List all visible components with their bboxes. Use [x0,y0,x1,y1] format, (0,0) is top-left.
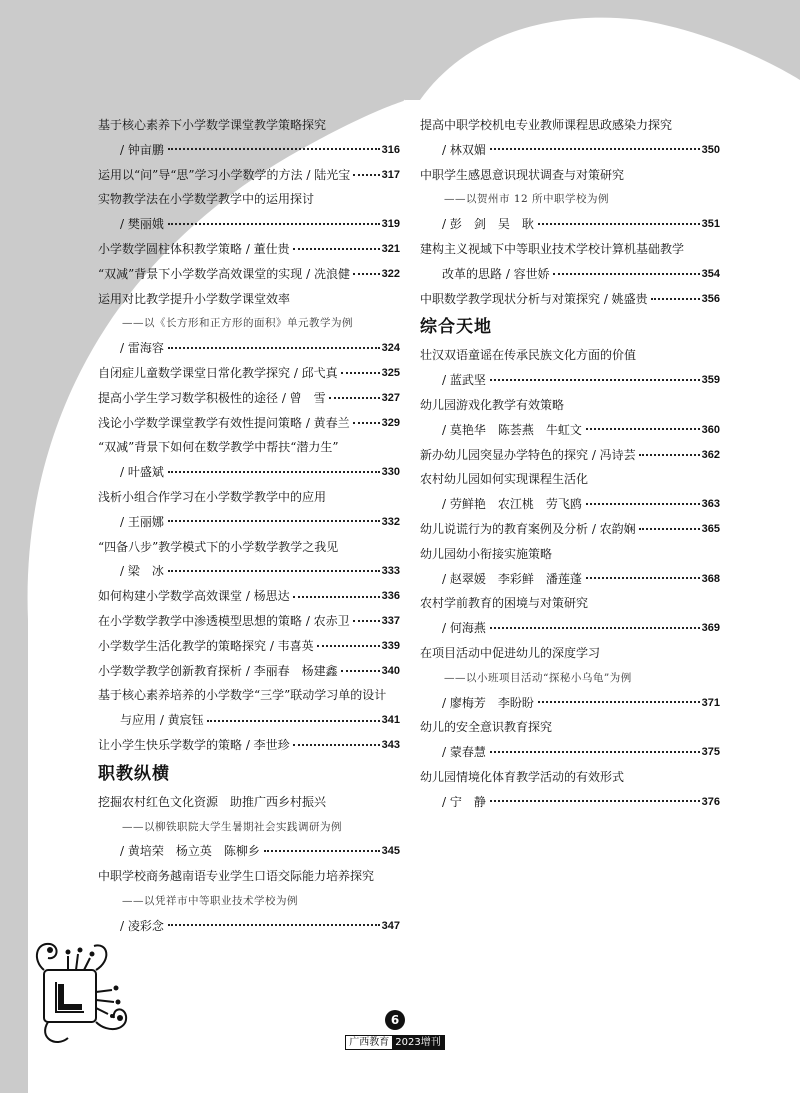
page-ref: 365 [701,522,720,535]
page-ref: 340 [381,664,400,677]
toc-entry-author-line [420,418,720,443]
dot-leader [168,570,380,572]
article-title-with-author: 小学数学教学创新教育探析 / 李丽春 杨建鑫 [98,663,338,678]
page-ref: 336 [381,590,400,603]
toc-entry-author-line [420,492,720,517]
page-ref: 368 [701,572,720,585]
toc-entry-author-line [420,138,720,163]
author-name: / 赵翠媛 李彩鲜 潘莲蓬 [442,571,582,586]
dot-leader [490,800,700,802]
article-title-with-author: 浅论小学数学课堂教学有效性提问策略 / 黄春兰 [98,415,350,430]
author-name: / 劳鲜艳 农江桃 劳飞鸥 [442,497,582,512]
dot-leader [341,372,380,374]
article-title-with-author: 与应用 / 黄宸钰 [120,713,204,728]
page-ref: 321 [381,242,400,255]
dot-leader [639,454,700,456]
dot-leader [168,924,380,926]
author-name: / 钟亩鹏 [120,142,164,157]
page-ref: 327 [381,391,400,404]
page-ref: 363 [701,498,720,511]
page-footer [340,1010,450,1050]
author-name: / 王丽娜 [120,514,164,529]
page-ref: 369 [701,622,720,635]
article-title-with-author: 新办幼儿园突显办学特色的探究 / 冯诗芸 [420,447,636,462]
author-name: / 樊丽娥 [120,217,164,232]
page-ref: 354 [701,267,720,280]
page-ref: 316 [381,143,400,156]
dot-leader [586,428,700,430]
toc-entry-author-line [98,839,400,864]
dot-leader [353,620,380,622]
page-ref: 337 [381,614,400,627]
toc-entry [98,262,400,287]
dot-leader [329,397,380,399]
author-name: / 彭 剑 吴 耿 [442,217,534,232]
page-ref: 356 [701,292,720,305]
dot-leader [168,223,380,225]
article-title: 幼儿园游戏化教学有效策略 [420,397,565,412]
dot-leader [651,298,700,300]
dot-leader [168,520,380,522]
page-ref: 376 [701,795,720,808]
toc-entry-author-line [420,790,720,815]
toc-right-column [420,113,720,815]
author-name: / 廖梅芳 李盼盼 [442,695,534,710]
article-title: 实物教学法在小学数学教学中的运用探讨 [98,192,315,207]
journal-issue: 2023增刊 [392,1036,443,1049]
toc-entry [98,386,400,411]
section-heading: 综合天地 [420,317,492,338]
toc-entry-author-line [98,460,400,485]
dot-leader [353,174,379,176]
toc-entry-author-line [420,567,720,592]
page-ref: 345 [381,845,400,858]
toc-entry [98,609,400,634]
author-name: / 莫艳华 陈荟燕 牛虹文 [442,422,582,437]
journal-tag [345,1035,444,1050]
toc-entry-author-line [420,691,720,716]
dot-leader [490,379,700,381]
toc-entry [98,659,400,684]
article-title: “双减”背景下如何在数学教学中帮扶“潜力生” [98,440,339,455]
toc-entry [98,634,400,659]
article-subtitle: ——以柳铁职院大学生暑期社会实践调研为例 [122,820,342,833]
dot-leader [586,503,700,505]
dot-leader [207,720,380,722]
toc-entry [420,443,720,468]
article-title-with-author: 提高小学生学习数学积极性的途径 / 曾 雪 [98,390,326,405]
article-title-with-author: 在小学数学教学中渗透模型思想的策略 / 农赤卫 [98,613,350,628]
author-name: / 黄培荣 杨立英 陈柳乡 [120,844,260,859]
dot-leader [490,751,700,753]
page-ref: 330 [381,466,400,479]
article-subtitle: ——以凭祥市中等职业技术学校为例 [122,894,298,907]
dot-leader [538,701,700,703]
page-ref: 332 [381,515,400,528]
author-name: / 林双媚 [442,142,486,157]
page-ref: 324 [381,342,400,355]
article-title: 运用对比教学提升小学数学课堂效率 [98,291,291,306]
article-title: 中职学生感恩意识现状调查与对策研究 [420,167,625,182]
article-title: 在项目活动中促进幼儿的深度学习 [420,645,601,660]
dot-leader [264,850,380,852]
article-title-with-author: 让小学生快乐学数学的策略 / 李世珍 [98,737,290,752]
article-title-with-author: 自闭症儿童数学课堂日常化教学探究 / 邱弋真 [98,365,338,380]
toc-entry [98,163,400,188]
article-title: 壮汉双语童谣在传承民族文化方面的价值 [420,348,637,363]
journal-name: 广西教育 [346,1036,392,1049]
article-title: 基于核心素养下小学数学课堂教学策略探究 [98,118,327,132]
page-ref: 362 [701,448,720,461]
article-title: 浅析小组合作学习在小学数学教学中的应用 [98,489,327,504]
toc-left-column [98,113,400,939]
article-title: 提高中职学校机电专业教师课程思政感染力探究 [420,118,673,132]
toc-entry-author-line [420,740,720,765]
section-heading: 职教纵横 [98,763,170,784]
article-title-with-author: 小学数学生活化教学的策略探究 / 韦喜英 [98,638,314,653]
article-title: 基于核心素养培养的小学数学“三学”联动学习单的设计 [98,688,387,703]
toc-entry-author-line [98,510,400,535]
page-ref: 317 [381,168,400,181]
author-name: / 蓝武坚 [442,373,486,388]
dot-leader [293,248,380,250]
toc-entry [98,733,400,758]
dot-leader [538,223,700,225]
toc-entry [98,361,400,386]
article-title: 农村学前教育的困境与对策研究 [420,596,589,611]
page-ref: 347 [381,919,400,932]
toc-entry [420,262,720,287]
dot-leader [293,596,380,598]
article-title-with-author: “双减”背景下小学数学高效课堂的实现 / 冼浪健 [98,266,350,281]
page-ref: 339 [381,639,400,652]
article-title: “四备八步”教学模式下的小学数学教学之我见 [98,539,339,554]
toc-entry [98,411,400,436]
page-ref: 325 [381,366,400,379]
toc-entry-author-line [98,559,400,584]
page-ref: 360 [701,423,720,436]
author-name: / 宁 静 [442,794,486,809]
author-name: / 梁 冰 [120,564,164,579]
page-number: 6 [385,1010,405,1030]
page-ref: 351 [701,218,720,231]
page-ref: 333 [381,565,400,578]
article-title: 挖掘农村红色文化资源 助推广西乡村振兴 [98,794,327,809]
toc-entry-author-line [420,212,720,237]
page-ref: 341 [381,714,400,727]
article-subtitle: ——以贺州市 12 所中职学校为例 [444,193,610,206]
dot-leader [317,645,380,647]
toc-entry-author-line [420,368,720,393]
corner-ornament-icon [28,930,150,1050]
article-title: 幼儿园幼小衔接实施策略 [420,546,553,561]
page-ref: 371 [701,696,720,709]
toc-entry [420,287,720,312]
dot-leader [586,577,700,579]
author-name: / 叶盛斌 [120,465,164,480]
page-ref: 375 [701,746,720,759]
author-name: / 蒙春慧 [442,745,486,760]
author-name: / 凌彩念 [120,918,164,933]
article-title: 中职学校商务越南语专业学生口语交际能力培养探究 [98,869,375,884]
article-title: 幼儿园情境化体育教学活动的有效形式 [420,769,625,784]
toc-entry-author-line [98,138,400,163]
article-title: 建构主义视域下中等职业技术学校计算机基础教学 [420,241,685,256]
article-title-with-author: 如何构建小学数学高效课堂 / 杨思达 [98,589,290,604]
article-title-with-author: 幼儿说谎行为的教育案例及分析 / 农韵娴 [420,521,636,536]
dot-leader [293,744,380,746]
dot-leader [341,670,380,672]
author-name: / 雷海容 [120,341,164,356]
page-ref: 343 [381,738,400,751]
dot-leader [639,528,700,530]
article-title-with-author: 中职数学教学现状分析与对策探究 / 姚盛贵 [420,291,648,306]
author-name: / 何海燕 [442,621,486,636]
article-title: 幼儿的安全意识教育探究 [420,720,553,735]
dot-leader [490,627,700,629]
toc-entry [98,237,400,262]
toc-entry [98,584,400,609]
page-ref: 350 [701,143,720,156]
toc-entry [420,517,720,542]
toc-entry-author-line [98,336,400,361]
toc-entry-author-line [420,616,720,641]
article-title-with-author: 改革的思路 / 容世娇 [442,266,550,281]
article-subtitle: ——以小班项目活动“探秘小乌龟”为例 [444,671,632,684]
article-title-with-author: 小学数学圆柱体积教学策略 / 董仕贵 [98,241,290,256]
dot-leader [168,347,380,349]
toc-entry [98,708,400,733]
page-ref: 329 [381,416,400,429]
dot-leader [353,422,380,424]
dot-leader [353,273,380,275]
page-ref: 319 [381,218,400,231]
dot-leader [168,471,380,473]
dot-leader [490,148,700,150]
page-ref: 359 [701,374,720,387]
article-subtitle: ——以《长方形和正方形的面积》单元教学为例 [122,317,353,330]
toc-entry-author-line [98,212,400,237]
article-title-with-author: 运用以“问”导“思”学习小学数学的方法 / 陆光宝 [98,167,351,182]
article-title: 农村幼儿园如何实现课程生活化 [420,472,589,487]
dot-leader [553,273,700,275]
page-ref: 322 [381,267,400,280]
dot-leader [168,148,380,150]
